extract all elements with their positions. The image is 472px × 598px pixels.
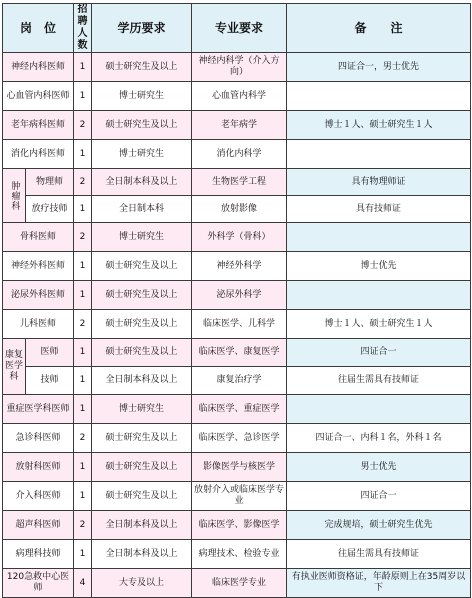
- header-position: 岗 位: [3, 4, 74, 53]
- table-row: [3, 424, 471, 453]
- position-cell: 老年病科医师: [3, 111, 74, 140]
- education-cell: 硕士研究生及以上: [92, 53, 192, 82]
- position-cell: 消化内科医师: [3, 140, 74, 169]
- education-cell: 大专及以上: [92, 569, 192, 598]
- count-cell: 1: [74, 453, 92, 482]
- count-cell: 1: [74, 252, 92, 281]
- education-cell: 硕士研究生及以上: [92, 453, 192, 482]
- table-row: [3, 111, 471, 140]
- major-cell: 临床医学、儿科学: [192, 310, 287, 339]
- header-education: 学历要求: [92, 4, 192, 53]
- table-row: [3, 196, 471, 223]
- major-cell: 临床医学、影像医学: [192, 511, 287, 540]
- education-cell: 硕士研究生及以上: [92, 424, 192, 453]
- major-cell: 康复治疗学: [192, 367, 287, 395]
- table-row: [3, 453, 471, 482]
- position-cell: 心血管内科医师: [3, 82, 74, 111]
- education-cell: 博士研究生: [92, 140, 192, 169]
- education-cell: 博士研究生: [92, 82, 192, 111]
- position-cell: 技师: [26, 367, 74, 395]
- remark-cell: [287, 395, 471, 424]
- table-row: [3, 82, 471, 111]
- major-cell: 神经内科学（介入方向）: [192, 53, 287, 82]
- education-cell: 全日制本科及以上: [92, 169, 192, 196]
- count-cell: 2: [74, 169, 92, 196]
- major-cell: 临床医学专业: [192, 569, 287, 598]
- major-cell: 老年病学: [192, 111, 287, 140]
- count-cell: 2: [74, 310, 92, 339]
- remark-cell: 具有技师证: [287, 196, 471, 223]
- remark-cell: 男士优先: [287, 453, 471, 482]
- position-cell: 超声科医师: [3, 511, 74, 540]
- remark-cell: 博士１人、硕士研究生１人: [287, 310, 471, 339]
- major-cell: 影像医学与核医学: [192, 453, 287, 482]
- position-cell: 儿科医师: [3, 310, 74, 339]
- remark-cell: [287, 281, 471, 310]
- major-cell: 病理技术、检验专业: [192, 540, 287, 569]
- table-row: [3, 310, 471, 339]
- header-count: 招聘 人数: [74, 4, 92, 53]
- major-cell: 临床医学、康复医学: [192, 339, 287, 367]
- count-cell: 2: [74, 424, 92, 453]
- remark-cell: 四证合一: [287, 482, 471, 511]
- education-cell: 全日制本科: [92, 196, 192, 223]
- education-cell: 全日制本科及以上: [92, 367, 192, 395]
- count-cell: 1: [74, 339, 92, 367]
- major-cell: 临床医学、急诊医学: [192, 424, 287, 453]
- education-cell: 硕士研究生及以上: [92, 310, 192, 339]
- count-cell: 1: [74, 281, 92, 310]
- group-cell-oncology: 肿瘤科: [3, 169, 26, 223]
- major-cell: 外科学（骨科）: [192, 223, 287, 252]
- remark-cell: 往届生需具有技师证: [287, 540, 471, 569]
- count-cell: 2: [74, 223, 92, 252]
- education-cell: 硕士研究生及以上: [92, 281, 192, 310]
- remark-cell: 有执业医师资格证，年龄原则上在35周岁以下: [287, 569, 471, 598]
- education-cell: 硕士研究生及以上: [92, 482, 192, 511]
- table-row: [3, 339, 471, 367]
- count-cell: 2: [74, 111, 92, 140]
- remark-cell: [287, 223, 471, 252]
- count-cell: 1: [74, 367, 92, 395]
- position-cell: 重症医学科医师: [3, 395, 74, 424]
- count-cell: 1: [74, 82, 92, 111]
- position-cell: 病理科技师: [3, 540, 74, 569]
- table-row: [3, 569, 471, 598]
- position-cell: 泌尿外科医师: [3, 281, 74, 310]
- position-cell: 医师: [26, 339, 74, 367]
- position-cell: 介入科医师: [3, 482, 74, 511]
- education-cell: 硕士研究生及以上: [92, 252, 192, 281]
- table-row: [3, 223, 471, 252]
- major-cell: 放射影像: [192, 196, 287, 223]
- count-cell: 4: [74, 569, 92, 598]
- remark-cell: 博士１人、硕士研究生１人: [287, 111, 471, 140]
- header-major: 专业要求: [192, 4, 287, 53]
- major-cell: 生物医学工程: [192, 169, 287, 196]
- table-row: [3, 482, 471, 511]
- position-cell: 骨科医师: [3, 223, 74, 252]
- position-cell: 120急救中心医师: [3, 569, 74, 598]
- major-cell: 心血管内科学: [192, 82, 287, 111]
- education-cell: 全日制本科及以上: [92, 511, 192, 540]
- position-cell: 神经内科医师: [3, 53, 74, 82]
- remark-cell: 四证合一: [287, 339, 471, 367]
- education-cell: 博士研究生: [92, 395, 192, 424]
- major-cell: 临床医学、重症医学: [192, 395, 287, 424]
- table-row: [3, 540, 471, 569]
- position-cell: 神经外科医师: [3, 252, 74, 281]
- education-cell: 硕士研究生及以上: [92, 111, 192, 140]
- count-cell: 1: [74, 140, 92, 169]
- count-cell: 1: [74, 53, 92, 82]
- position-cell: 放疗技师: [26, 196, 74, 223]
- major-cell: 神经外科学: [192, 252, 287, 281]
- header-row: [3, 4, 471, 53]
- education-cell: 硕士研究生及以上: [92, 339, 192, 367]
- recruitment-table: [2, 3, 471, 598]
- remark-cell: [287, 82, 471, 111]
- major-cell: 消化内科学: [192, 140, 287, 169]
- table-row: [3, 140, 471, 169]
- table-row: [3, 281, 471, 310]
- header-remark: 备 注: [287, 4, 471, 53]
- count-cell: 1: [74, 482, 92, 511]
- remark-cell: [287, 140, 471, 169]
- table-row: [3, 252, 471, 281]
- remark-cell: 完成规培，硕士研究生优先: [287, 511, 471, 540]
- table-row: [3, 395, 471, 424]
- table-row: [3, 169, 471, 196]
- count-cell: 2: [74, 511, 92, 540]
- position-cell: 放射科医师: [3, 453, 74, 482]
- position-cell: 急诊科医师: [3, 424, 74, 453]
- major-cell: 放射介入或临床医学专业: [192, 482, 287, 511]
- remark-cell: 四证合一，男士优先: [287, 53, 471, 82]
- remark-cell: 四证合一、内科１名，外科１名: [287, 424, 471, 453]
- education-cell: 博士研究生: [92, 223, 192, 252]
- remark-cell: 往届生需具有技师证: [287, 367, 471, 395]
- table-row: [3, 53, 471, 82]
- count-cell: 1: [74, 540, 92, 569]
- remark-cell: 博士优先: [287, 252, 471, 281]
- count-cell: 1: [74, 395, 92, 424]
- major-cell: 泌尿外科学: [192, 281, 287, 310]
- table-row: [3, 511, 471, 540]
- count-cell: 1: [74, 196, 92, 223]
- table-row: [3, 367, 471, 395]
- group-cell-rehab: 康复医学科: [3, 339, 26, 395]
- education-cell: 全日制本科及以上: [92, 540, 192, 569]
- position-cell: 物理师: [26, 169, 74, 196]
- remark-cell: 具有物理师证: [287, 169, 471, 196]
